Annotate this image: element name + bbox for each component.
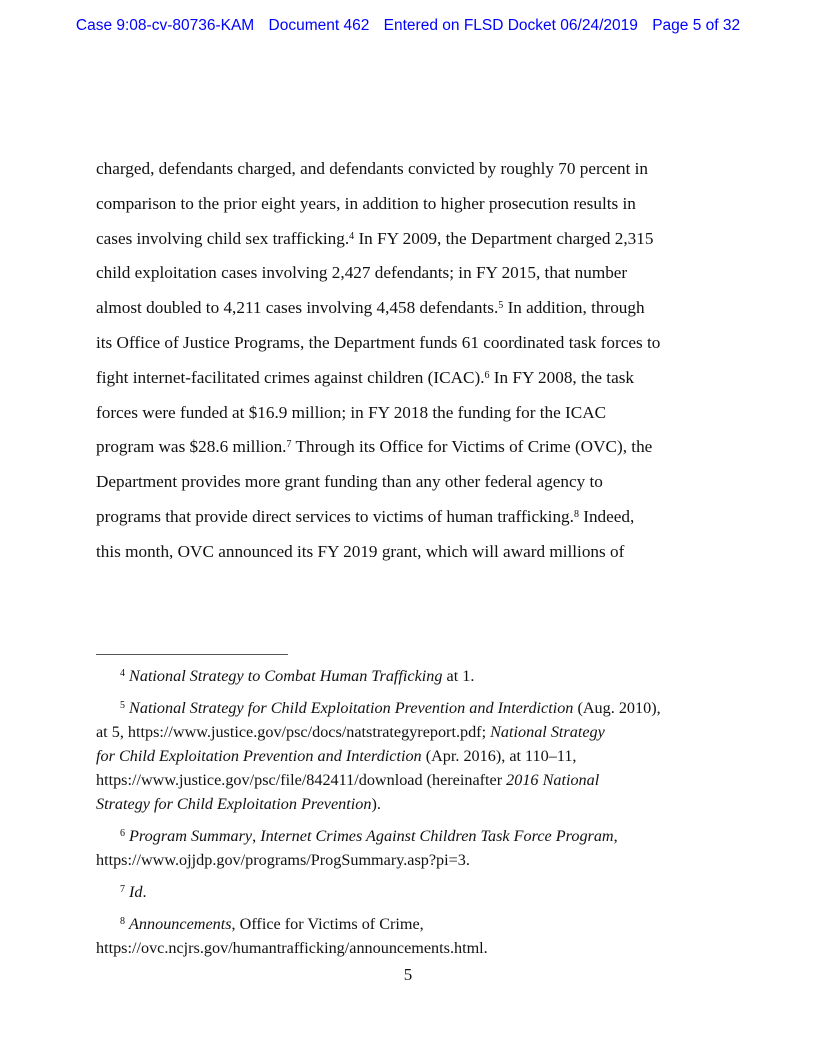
body-line: Department provides more grant funding than any other federal agency to [96,472,603,492]
docket-header [0,17,816,35]
footnote-ref[interactable]: 6 [484,369,490,381]
footnote-8: $^8$ Announcements, Office for Victims of Crime, https://ovc.ncjrs.gov/humantrafficking/announcements.html. [96,912,736,960]
case-number: Case 9:08-cv-80736-KAM [75,17,255,34]
footnotes [96,664,736,968]
footnote-link[interactable]: https://www.ojjdp.gov/programs/ProgSummary.asp?pi=3. [96,851,470,869]
footnote-link[interactable]: https://www.justice.gov/psc/file/842411/download (hereinafter [96,771,507,789]
body-line: cases involving child sex trafficking.$^4$ In FY 2009, the Department charged 2,315 [96,228,654,248]
footnote-ref[interactable]: 5 [498,300,504,312]
entered-date: Entered on FLSD Docket 06/24/2019 [383,17,638,34]
body-line: programs that provide direct services to victims of human trafficking.$^8$ Indeed, [96,506,635,526]
footnote-6: $^6$ Program Summary, Internet Crimes Against Children Task Force Program, https://www.ojjdp.gov/programs/ProgSummary.asp?pi=3. [96,824,736,872]
footnote-4: $^4$ National Strategy to Combat Human Trafficking at 1. [120,667,475,685]
body-line: fight internet-facilitated crimes against children (ICAC).$^6$ In FY 2008, the task [96,367,634,387]
footnote-ref[interactable]: 4 [349,230,355,242]
footnote-5: $^5$ National Strategy for Child Exploitation Prevention and Interdiction (Aug. 2010), at 5, https://www.justice.gov/psc/docs/natstrategyreport.pdf; National Strategy for Child Exploitation Prevention and Interdiction (Apr. 2016), at 110–11, https://www.justice.gov/psc/file/842411/download (hereinafter 2016 National Strategy for Child Exploitation Prevention). [96,699,661,813]
footnote-number: 6 [120,828,125,839]
footnote-separator [96,654,288,655]
body-line: program was $28.6 million.$^7$ Through its Office for Victims of Crime (OVC), the [96,437,653,457]
body-line: almost doubled to 4,211 cases involving 4,458 defendants.$^5$ In addition, through [96,298,645,318]
footnote-link[interactable]: at 5, https://www.justice.gov/psc/docs/natstrategyreport.pdf; [96,723,491,741]
body-paragraph [96,152,736,570]
body-line: forces were funded at $16.9 million; in FY 2018 the funding for the ICAC [96,402,607,422]
page-count: Page 5 of 32 [652,17,741,34]
body-line: child exploitation cases involving 2,427 defendants; in FY 2015, that number [96,263,628,283]
body-line: this month, OVC announced its FY 2019 grant, which will award millions of [96,541,625,561]
footnote-number: 5 [120,700,125,711]
footnote-ref[interactable]: 7 [286,439,292,451]
footnote-number: 4 [120,668,125,679]
body-line: comparison to the prior eight years, in addition to higher prosecution results in [96,193,636,213]
document-number: Document 462 [268,17,370,34]
page-number: 5 [403,965,413,984]
footnote-7: $^7$ Id. [120,883,147,901]
footnote-number: 8 [120,916,125,927]
footnote-number: 7 [120,884,125,895]
footnote-link[interactable]: https://ovc.ncjrs.gov/humantrafficking/announcements.html. [96,939,488,957]
footnote-ref[interactable]: 8 [573,508,579,520]
body-line: charged, defendants charged, and defendants convicted by roughly 70 percent in [96,159,649,178]
body-line: its Office of Justice Programs, the Department funds 61 coordinated task forces to [96,332,661,352]
